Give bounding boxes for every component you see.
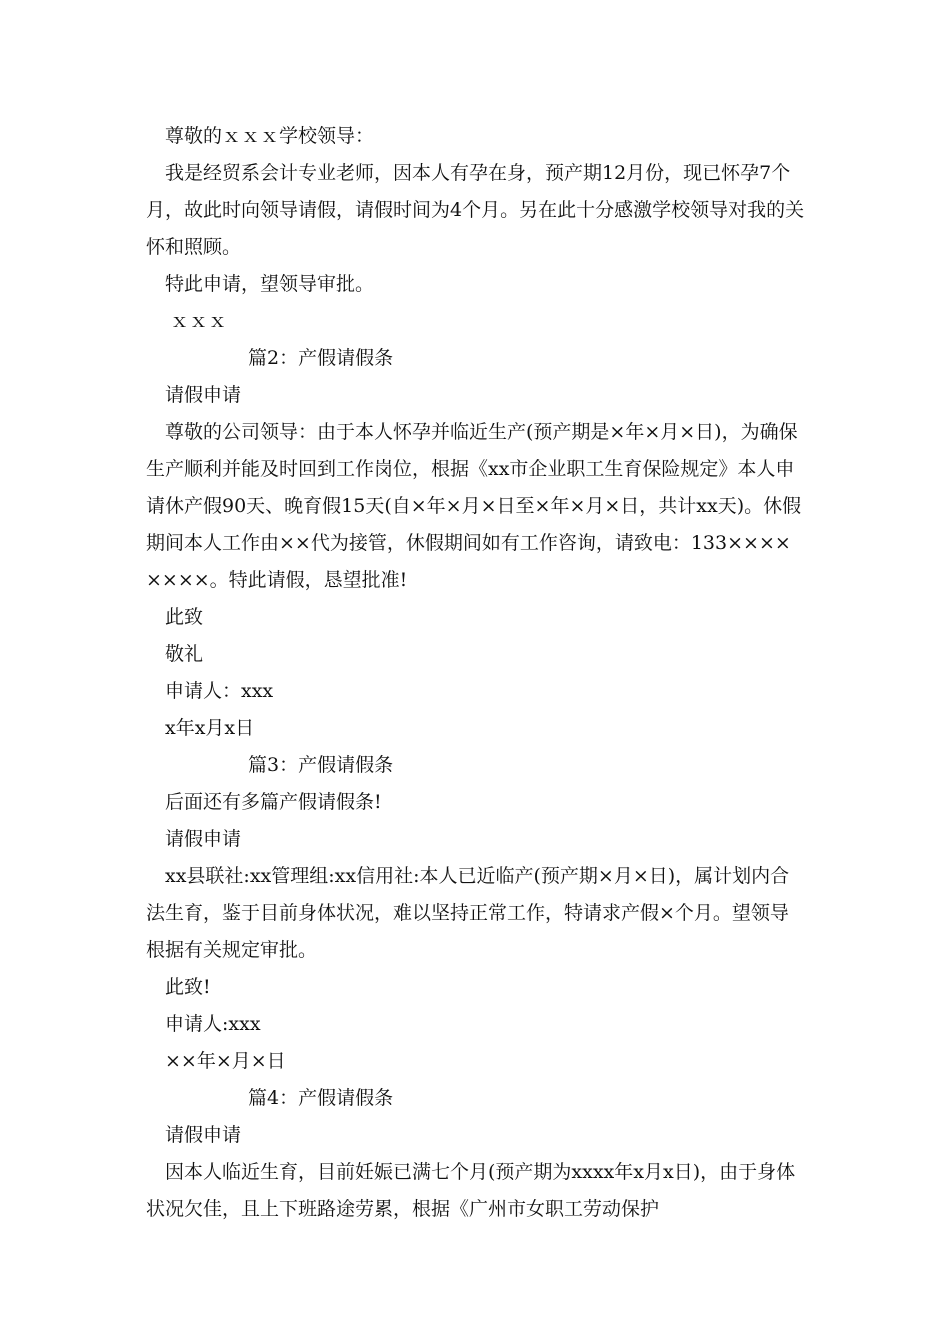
section-heading-4: 篇4：产假请假条 (248, 1087, 394, 1109)
closing-line: 敬礼 (165, 643, 204, 665)
document-body (146, 118, 806, 1228)
closing-request: 特此申请，望领导审批。 (165, 273, 375, 295)
applicant: 申请人:xxx (165, 1013, 261, 1035)
paragraph: xx县联社:xx管理组:xx信用社:本人已近临产(预产期×月×日)，属计划内合法生育，鉴于目前身体状况，难以坚持正常工作，特请求产假×个月。望领导根据有关规定审批。 (146, 865, 790, 961)
paragraph: 尊敬的公司领导：由于本人怀孕并临近生产(预产期是×年×月×日)，为确保生产顺利并能及时回到工作岗位，根据《xx市企业职工生育保险规定》本人申请休产假90天、晚育假15天(自×年×月×日至×年×月×日，共计xx天)。休假期间本人工作由××代为接管，休假期间如有工作咨询，请致电：133××××××××。特此请假，恳望批准! (146, 421, 802, 591)
section-title: 请假申请 (165, 384, 242, 406)
date: ××年×月×日 (165, 1050, 286, 1072)
signature: ｘｘｘ (170, 310, 228, 332)
date: x年x月x日 (165, 717, 255, 739)
closing-line: 此致! (165, 976, 211, 998)
salutation: 尊敬的ｘｘｘ学校领导： (165, 125, 375, 147)
section-heading-2: 篇2：产假请假条 (248, 347, 394, 369)
note: 后面还有多篇产假请假条! (165, 791, 382, 813)
section-title: 请假申请 (165, 828, 242, 850)
section-title: 请假申请 (165, 1124, 242, 1146)
section-heading-3: 篇3：产假请假条 (248, 754, 394, 776)
applicant: 申请人：xxx (165, 680, 274, 702)
paragraph: 我是经贸系会计专业老师，因本人有孕在身，预产期12月份，现已怀孕7个月，故此时向领导请假，请假时间为4个月。另在此十分感激学校领导对我的关怀和照顾。 (146, 162, 805, 258)
paragraph: 因本人临近生育，目前妊娠已满七个月(预产期为xxxx年x月x日)，由于身体状况欠佳，且上下班路途劳累，根据《广州市女职工劳动保护 (146, 1161, 796, 1220)
closing-line: 此致 (165, 606, 204, 628)
